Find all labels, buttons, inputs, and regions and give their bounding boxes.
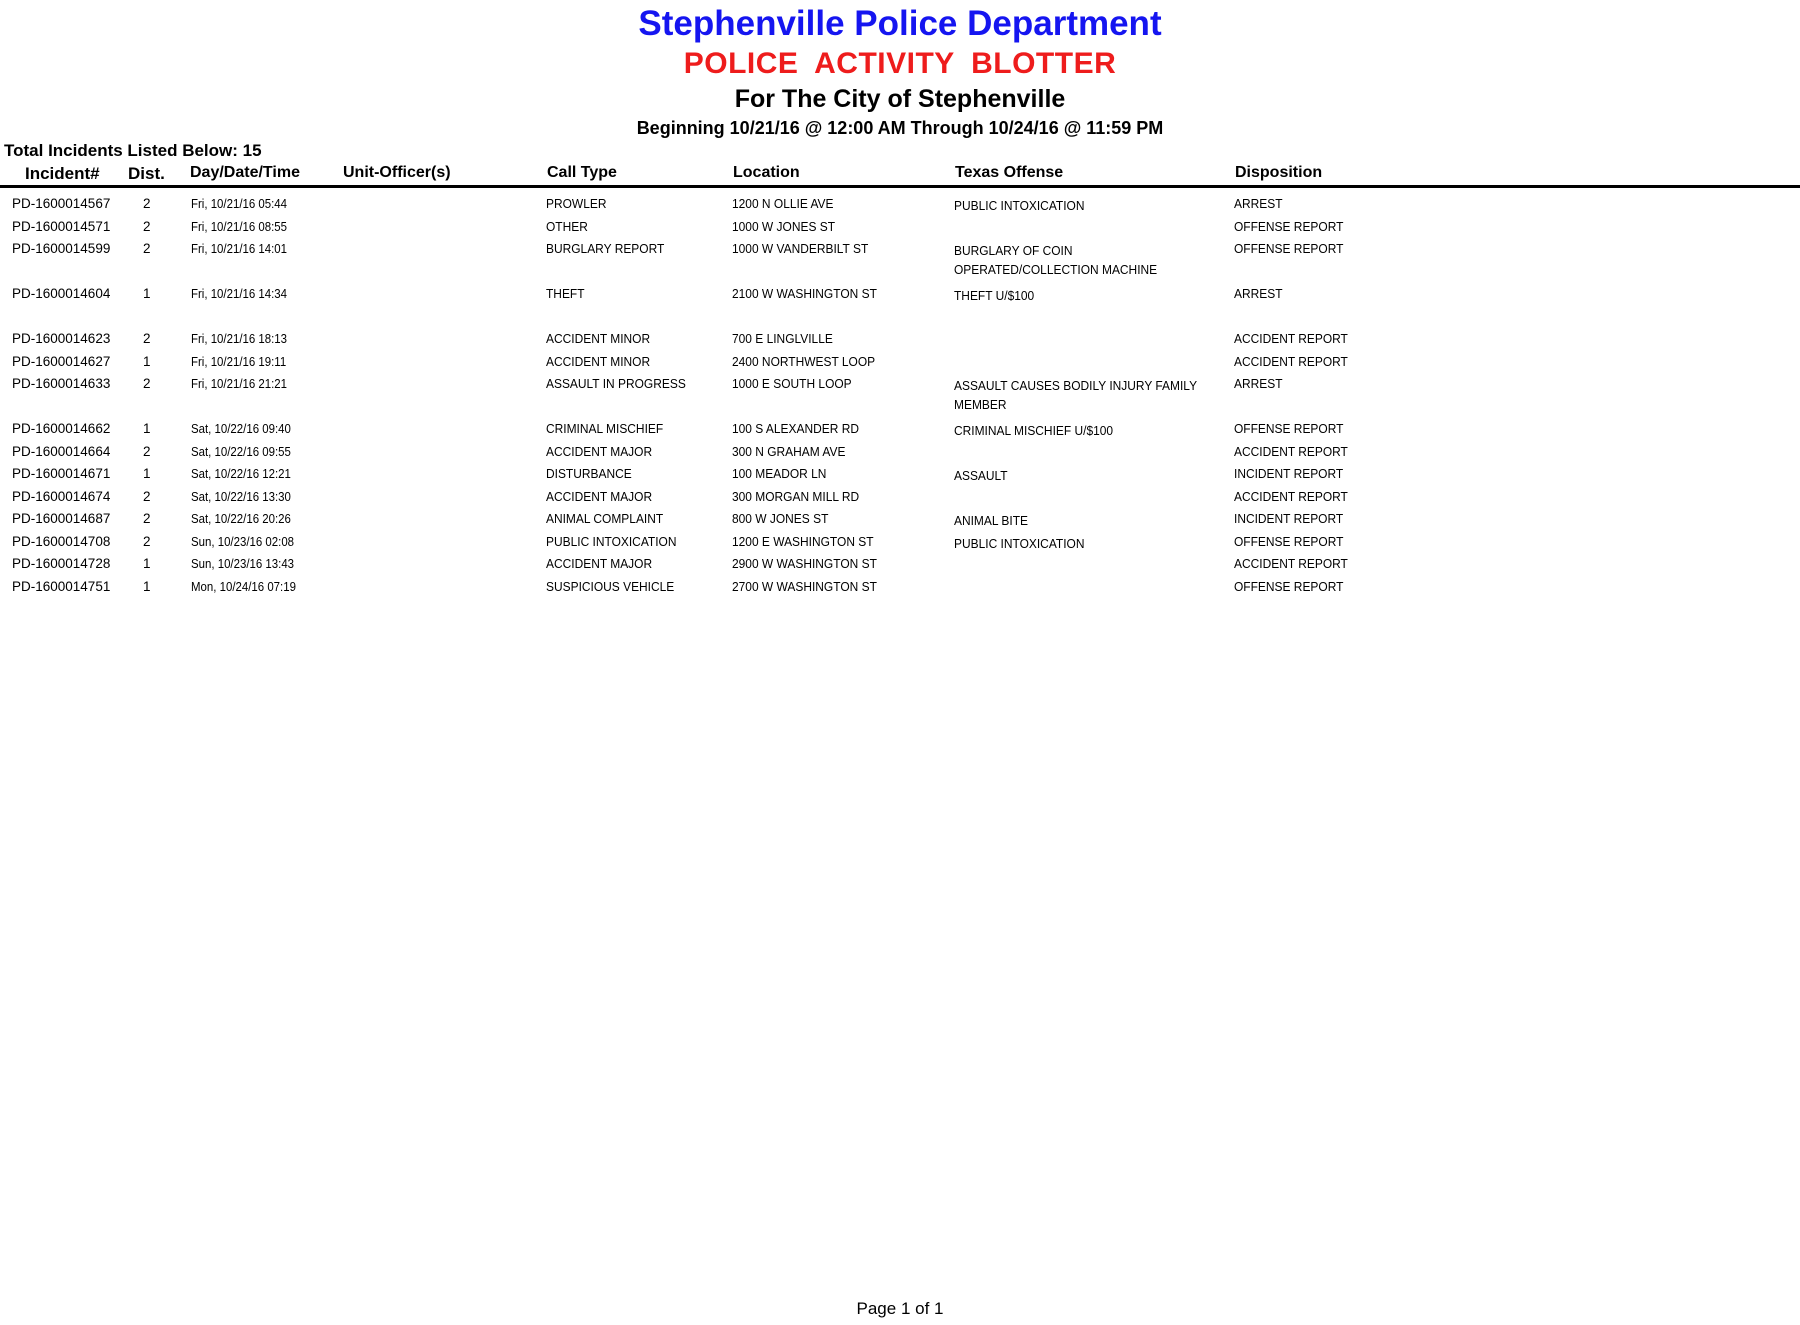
texas-offense-cell: ASSAULT CAUSES BODILY INJURY FAMILY MEMBER	[954, 378, 1197, 412]
incident-number-cell: PD-1600014571	[12, 218, 111, 234]
location-cell: 100 MEADOR LN	[732, 466, 827, 481]
district-cell: 2	[143, 488, 151, 504]
location-cell: 300 N GRAHAM AVE	[732, 443, 846, 459]
call-type-cell: DISTURBANCE	[546, 466, 632, 481]
table-row	[0, 534, 1800, 557]
call-type-cell: THEFT	[546, 286, 585, 301]
call-type-cell: ACCIDENT MINOR	[546, 353, 651, 369]
location-cell: 700 E LINGLVILLE	[732, 331, 833, 346]
texas-offense-cell: THEFT U/$100	[954, 288, 1035, 303]
table-row	[0, 444, 1800, 467]
col-dist: Dist.	[128, 164, 165, 183]
location-cell: 300 MORGAN MILL RD	[732, 488, 860, 504]
col-incident: Incident#	[25, 164, 100, 183]
table-row	[0, 354, 1800, 377]
district-cell: 1	[143, 466, 151, 481]
location-cell: 800 W JONES ST	[732, 511, 829, 526]
col-call-type: Call Type	[547, 164, 617, 181]
location-cell: 2100 W WASHINGTON ST	[732, 286, 877, 301]
incident-number-cell: PD-1600014662	[12, 421, 111, 436]
call-type-cell: CRIMINAL MISCHIEF	[546, 421, 664, 436]
table-row	[0, 511, 1800, 534]
table-row	[0, 219, 1800, 242]
district-cell: 2	[143, 443, 151, 459]
call-type-cell: ACCIDENT MAJOR	[546, 443, 653, 459]
district-cell: 2	[143, 196, 151, 211]
location-cell: 1000 W VANDERBILT ST	[732, 241, 869, 256]
district-cell: 2	[143, 241, 151, 256]
disposition-cell: OFFENSE REPORT	[1234, 533, 1344, 549]
incident-number-cell: PD-1600014751	[12, 578, 111, 594]
district-cell: 2	[143, 533, 151, 549]
disposition-cell: ACCIDENT REPORT	[1234, 556, 1348, 571]
date-time-cell: Fri, 10/21/16 21:21	[191, 376, 288, 391]
col-disposition: Disposition	[1235, 164, 1323, 181]
location-cell: 1200 N OLLIE AVE	[732, 196, 834, 211]
blotter-title: POLICE ACTIVITY BLOTTER	[683, 47, 1117, 80]
district-cell: 2	[143, 376, 151, 391]
call-type-cell: PROWLER	[546, 196, 607, 211]
incident-number-cell: PD-1600014599	[12, 241, 111, 256]
location-cell: 2700 W WASHINGTON ST	[732, 578, 877, 594]
date-time-cell: Sun, 10/23/16 13:43	[191, 556, 295, 571]
location-cell: 1200 E WASHINGTON ST	[732, 533, 874, 549]
city-subtitle: For The City of Stephenville	[734, 85, 1066, 113]
disposition-cell: ACCIDENT REPORT	[1234, 443, 1348, 459]
district-cell: 1	[143, 578, 151, 594]
texas-offense-cell: BURGLARY OF COIN OPERATED/COLLECTION MACHINE	[954, 243, 1158, 277]
col-unit-officer: Unit-Officer(s)	[343, 164, 451, 181]
col-texas-offense: Texas Offense	[955, 164, 1064, 181]
incident-number-cell: PD-1600014664	[12, 443, 111, 459]
table-row	[0, 286, 1800, 331]
call-type-cell: ACCIDENT MINOR	[546, 331, 651, 346]
incident-number-cell: PD-1600014627	[12, 353, 111, 369]
texas-offense-cell: CRIMINAL MISCHIEF U/$100	[954, 423, 1114, 438]
page-number: Page 1 of 1	[856, 1299, 944, 1318]
date-time-cell: Fri, 10/21/16 14:34	[191, 286, 288, 301]
date-time-cell: Sat, 10/22/16 20:26	[191, 511, 291, 526]
call-type-cell: ACCIDENT MAJOR	[546, 488, 653, 504]
texas-offense-cell: PUBLIC INTOXICATION	[954, 535, 1085, 551]
date-time-cell: Sat, 10/22/16 12:21	[191, 466, 291, 481]
district-cell: 2	[143, 218, 151, 234]
date-time-cell: Fri, 10/21/16 05:44	[191, 196, 288, 211]
date-time-cell: Fri, 10/21/16 08:55	[191, 218, 288, 234]
table-row	[0, 579, 1800, 602]
incident-number-cell: PD-1600014623	[12, 331, 111, 346]
disposition-cell: OFFENSE REPORT	[1234, 241, 1344, 256]
district-cell: 1	[143, 286, 151, 301]
texas-offense-cell: ANIMAL BITE	[954, 513, 1029, 528]
date-time-cell: Fri, 10/21/16 19:11	[191, 353, 287, 369]
district-cell: 2	[143, 331, 151, 346]
table-row	[0, 466, 1800, 489]
disposition-cell: INCIDENT REPORT	[1234, 511, 1344, 526]
date-time-cell: Fri, 10/21/16 18:13	[191, 331, 288, 346]
table-row	[0, 241, 1800, 286]
location-cell: 1000 W JONES ST	[732, 218, 836, 234]
disposition-cell: ARREST	[1234, 286, 1283, 301]
call-type-cell: ASSAULT IN PROGRESS	[546, 376, 686, 391]
incident-number-cell: PD-1600014567	[12, 196, 111, 211]
col-location: Location	[733, 164, 800, 181]
incident-list	[0, 196, 1800, 601]
texas-offense-cell: PUBLIC INTOXICATION	[954, 198, 1085, 213]
disposition-cell: ARREST	[1234, 196, 1283, 211]
incident-number-cell: PD-1600014633	[12, 376, 111, 391]
table-row	[0, 331, 1800, 354]
col-datetime: Day/Date/Time	[190, 164, 300, 181]
total-incidents: Total Incidents Listed Below: 15	[4, 141, 262, 160]
header-rule	[0, 185, 1800, 188]
table-row	[0, 196, 1800, 219]
location-cell: 2900 W WASHINGTON ST	[732, 556, 877, 571]
location-cell: 2400 NORTHWEST LOOP	[732, 353, 876, 369]
incident-number-cell: PD-1600014728	[12, 556, 111, 571]
disposition-cell: OFFENSE REPORT	[1234, 421, 1344, 436]
call-type-cell: PUBLIC INTOXICATION	[546, 533, 677, 549]
location-cell: 1000 E SOUTH LOOP	[732, 376, 852, 391]
disposition-cell: ARREST	[1234, 376, 1283, 391]
texas-offense-cell: ASSAULT	[954, 468, 1008, 483]
incident-number-cell: PD-1600014708	[12, 533, 111, 549]
incident-number-cell: PD-1600014687	[12, 511, 111, 526]
date-time-cell: Sat, 10/22/16 13:30	[191, 488, 291, 504]
disposition-cell: ACCIDENT REPORT	[1234, 331, 1348, 346]
disposition-cell: ACCIDENT REPORT	[1234, 353, 1348, 369]
table-row	[0, 421, 1800, 444]
table-row	[0, 489, 1800, 512]
date-time-cell: Sat, 10/22/16 09:55	[191, 443, 291, 459]
incident-number-cell: PD-1600014604	[12, 286, 111, 301]
date-range: Beginning 10/21/16 @ 12:00 AM Through 10/24/16 @ 11:59 PM	[636, 118, 1164, 138]
table-row	[0, 556, 1800, 579]
date-time-cell: Sun, 10/23/16 02:08	[191, 533, 295, 549]
disposition-cell: ACCIDENT REPORT	[1234, 488, 1348, 504]
date-time-cell: Sat, 10/22/16 09:40	[191, 421, 291, 436]
call-type-cell: BURGLARY REPORT	[546, 241, 665, 256]
call-type-cell: ACCIDENT MAJOR	[546, 556, 653, 571]
incident-number-cell: PD-1600014674	[12, 488, 111, 504]
call-type-cell: SUSPICIOUS VEHICLE	[546, 578, 675, 594]
department-title: Stephenville Police Department	[638, 4, 1162, 43]
district-cell: 1	[143, 421, 151, 436]
date-time-cell: Fri, 10/21/16 14:01	[191, 241, 288, 256]
incident-number-cell: PD-1600014671	[12, 466, 111, 481]
district-cell: 1	[143, 353, 151, 369]
call-type-cell: ANIMAL COMPLAINT	[546, 511, 664, 526]
location-cell: 100 S ALEXANDER RD	[732, 421, 859, 436]
date-time-cell: Mon, 10/24/16 07:19	[191, 578, 296, 594]
district-cell: 2	[143, 511, 151, 526]
disposition-cell: OFFENSE REPORT	[1234, 218, 1344, 234]
disposition-cell: INCIDENT REPORT	[1234, 466, 1344, 481]
call-type-cell: OTHER	[546, 218, 588, 234]
table-row	[0, 376, 1800, 421]
district-cell: 1	[143, 556, 151, 571]
disposition-cell: OFFENSE REPORT	[1234, 578, 1344, 594]
